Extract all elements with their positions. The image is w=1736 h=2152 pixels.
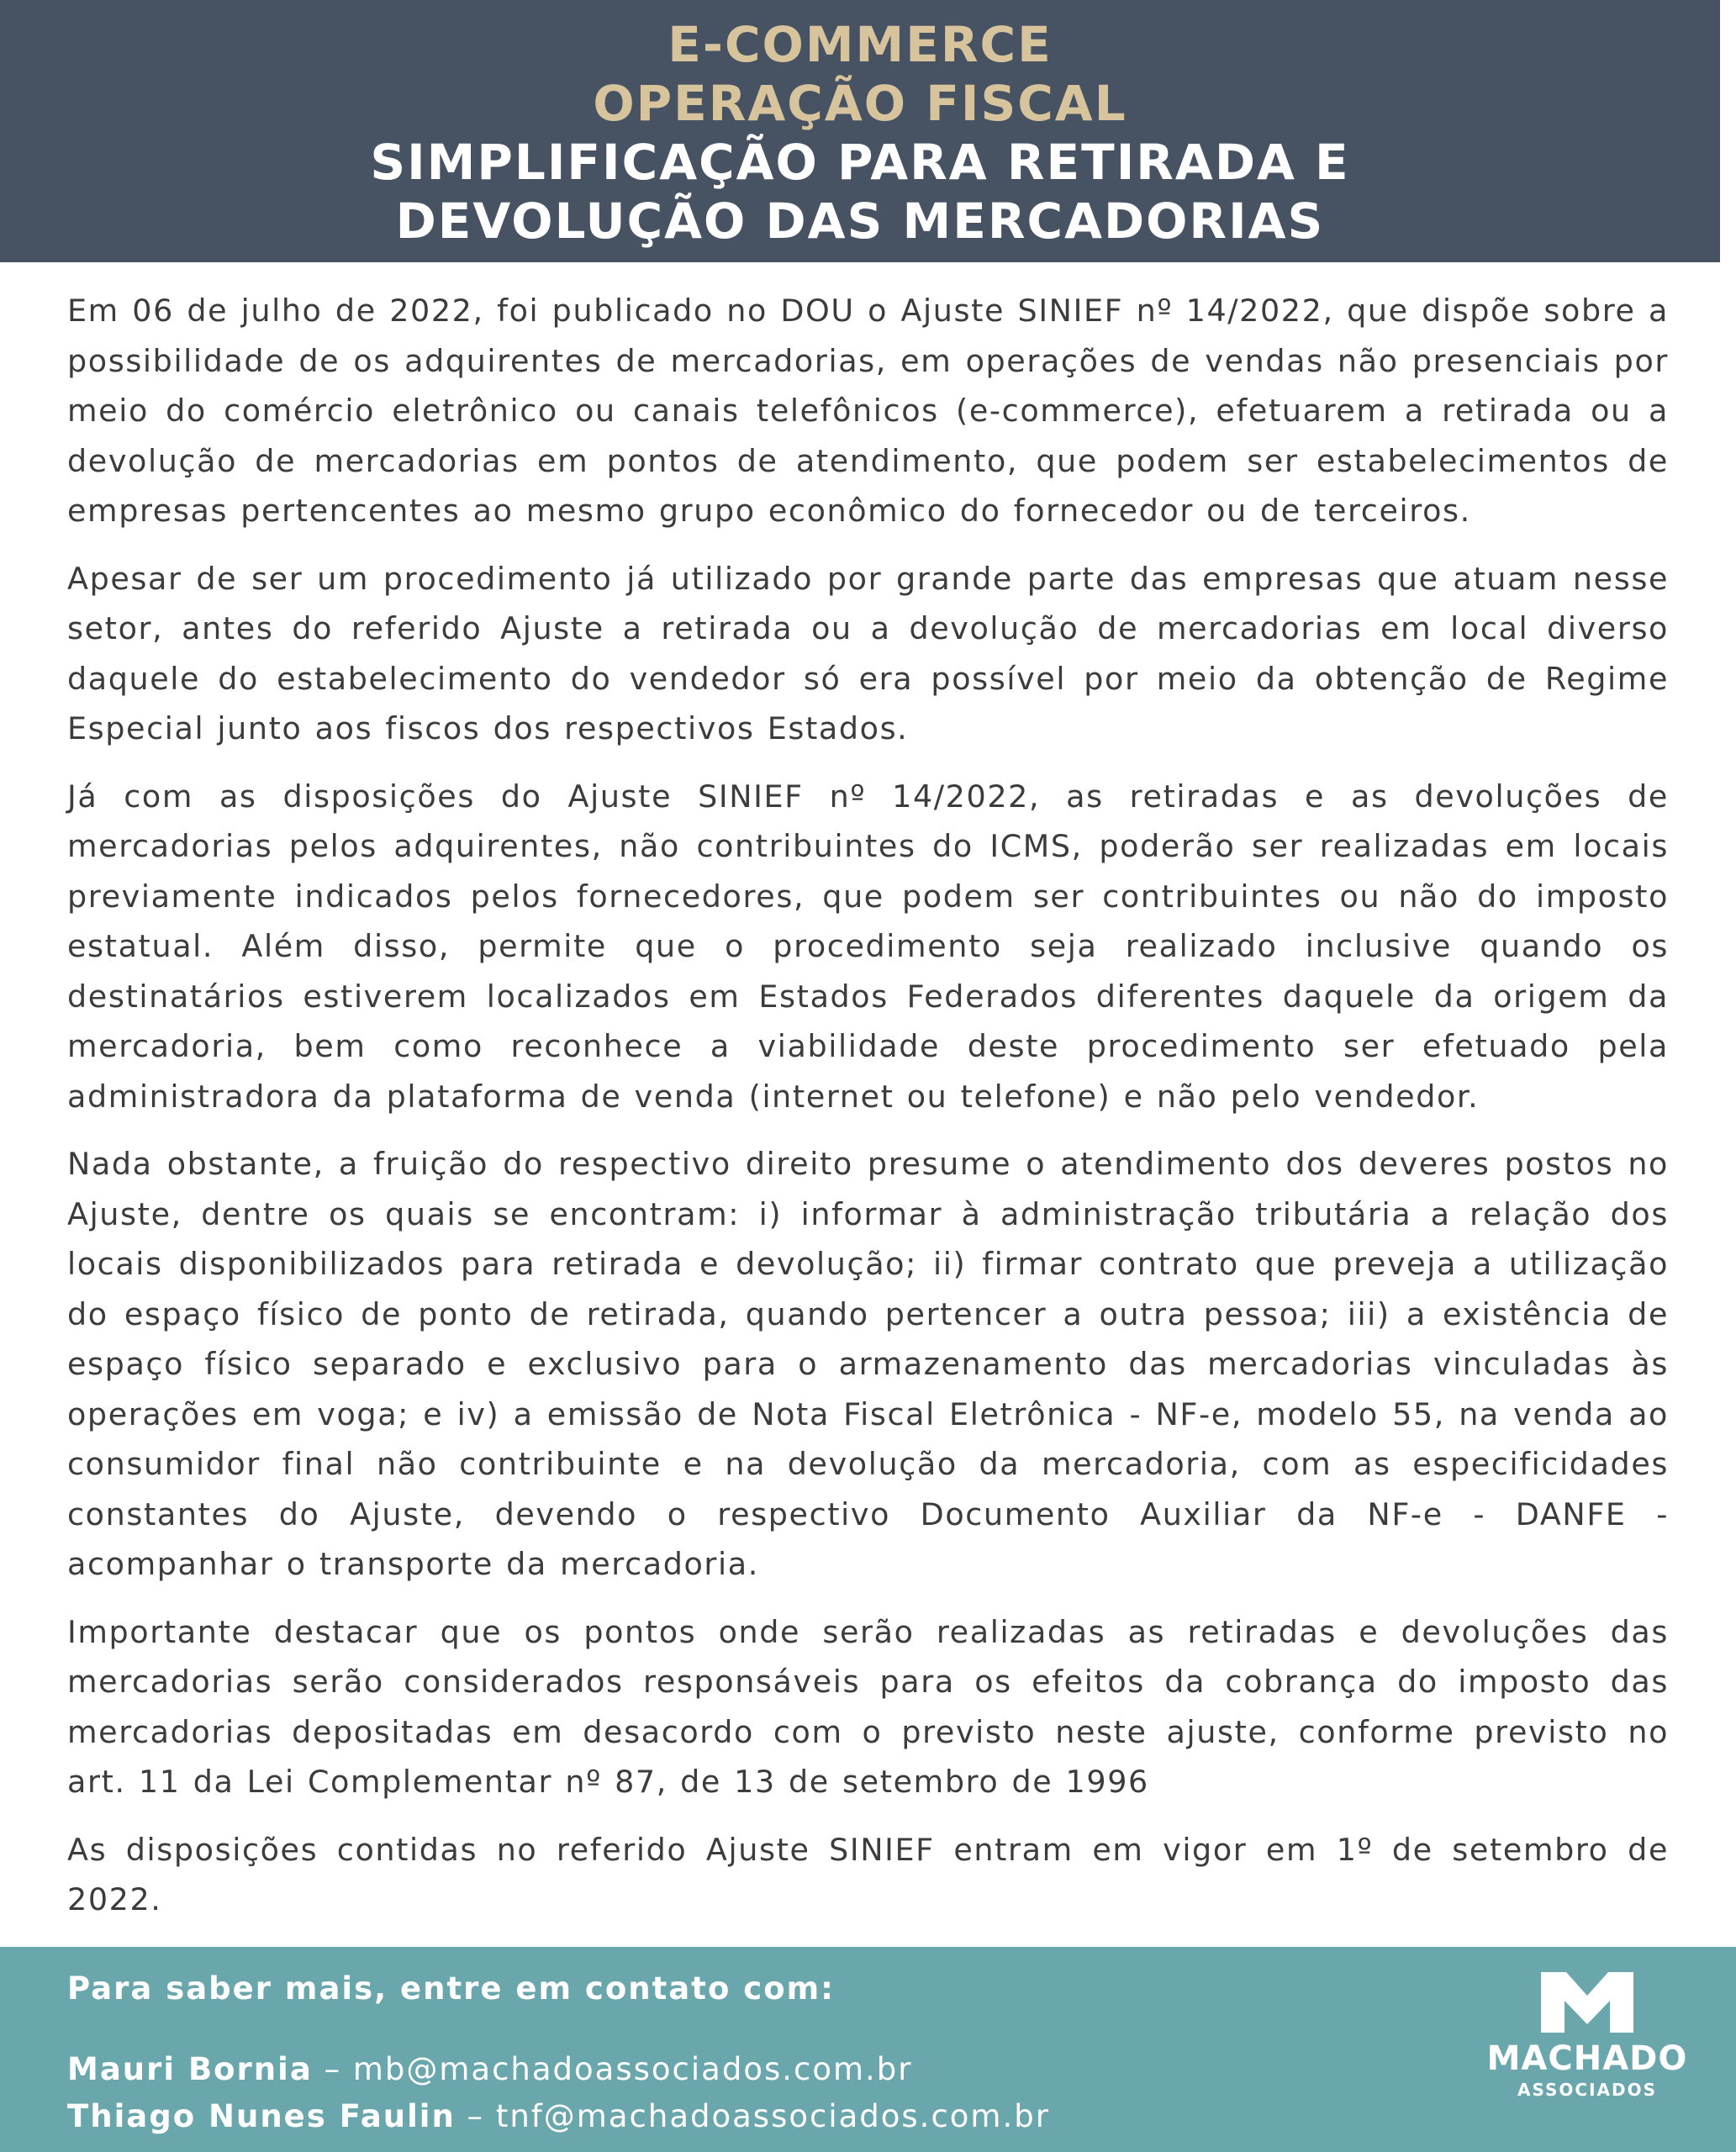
article-body <box>67 286 1669 1943</box>
paragraph-4: Nada obstante, a fruição do respectivo direito presume o atendimento dos deveres postos no Ajuste, dentre os quais se encontram: i) informar à administração tributária a relação dos locais disponibilizados para retirada e devolução; ii) firmar contrato que preveja a utilização do espaço físico de ponto de retirada, quando pertencer a outra pessoa; iii) a existência de espaço físico separado e exclusivo para o armazenamento das mercadorias vinculadas às operações em voga; e iv) a emissão de Nota Fiscal Eletrônica - NF-e, modelo 55, na venda ao consumidor final não contribuinte e na devolução da mercadoria, com as especificidades constantes do Ajuste, devendo o respectivo Documento Auxiliar da NF-e - DANFE - acompanhar o transporte da mercadoria. <box>67 1146 1669 1582</box>
contact-call-to-action: Para saber mais, entre em contato com: <box>67 1970 835 2007</box>
contact-mauri-bornia <box>67 2051 912 2087</box>
contact-footer <box>0 1947 1736 2152</box>
document-header <box>0 0 1720 262</box>
header-subtitle-line-1: SIMPLIFICAÇÃO PARA RETIRADA E <box>370 134 1350 191</box>
contact-email-link[interactable]: tnf@machadoassociados.com.br <box>495 2098 1050 2134</box>
contact-email-link[interactable]: mb@machadoassociados.com.br <box>352 2051 913 2087</box>
header-subtitle-line-2: DEVOLUÇÃO DAS MERCADORIAS <box>395 193 1325 250</box>
contact-thiago-nunes-faulin <box>67 2098 1050 2134</box>
paragraph-5: Importante destacar que os pontos onde serão realizadas as retiradas e devoluções das mercadorias serão considerados responsáveis para os efeitos da cobrança do imposto das mercadorias depositadas em desacordo com o previsto neste ajuste, conforme previsto no art. 11 da Lei Complementar nº 87, de 13 de setembro de 1996 <box>67 1613 1669 1800</box>
contact-separator: – <box>312 2051 353 2087</box>
machado-associados-logo <box>1486 1972 1688 2140</box>
paragraph-1: Em 06 de julho de 2022, foi publicado no DOU o Ajuste SINIEF nº 14/2022, que dispõe sobre a possibilidade de os adquirentes de mercadorias, em operações de vendas não presenciais por meio do comércio eletrônico ou canais telefônicos (e-commerce), efetuarem a retirada ou a devolução de mercadorias em pontos de atendimento, que podem ser estabelecimentos de empresas pertencentes ao mesmo grupo econômico do fornecedor ou de terceiros. <box>67 293 1669 529</box>
header-title-ecommerce: E-COMMERCE <box>667 16 1053 73</box>
paragraph-3: Já com as disposições do Ajuste SINIEF nº 14/2022, as retiradas e as devoluções de mercadorias pelos adquirentes, não contribuintes do ICMS, poderão ser realizadas em locais previamente indicados pelos fornecedores, que podem ser contribuintes ou não do imposto estatual. Além disso, permite que o procedimento seja realizado inclusive quando os destinatários estiverem localizados em Estados Federados diferentes daquele da origem da mercadoria, bem como reconhece a viabilidade deste procedimento ser efetuado pela administradora da plataforma de venda (internet ou telefone) e não pelo vendedor. <box>67 778 1669 1115</box>
paragraph-2: Apesar de ser um procedimento já utilizado por grande parte das empresas que atuam nesse setor, antes do referido Ajuste a retirada ou a devolução de mercadorias em local diverso daquele do estabelecimento do vendedor só era possível por meio da obtenção de Regime Especial junto aos fiscos dos respectivos Estados. <box>67 560 1669 746</box>
contact-separator: – <box>455 2098 496 2134</box>
contact-name: Mauri Bornia <box>67 2051 313 2087</box>
logo-brand-text: MACHADO <box>1486 2039 1688 2078</box>
header-title-operacao-fiscal: OPERAÇÃO FISCAL <box>593 75 1127 132</box>
paragraph-6: As disposições contidas no referido Ajuste SINIEF entram em vigor em 1º de setembro de 2022. <box>67 1831 1669 1917</box>
logo-sub-text: ASSOCIADOS <box>1517 2080 1657 2100</box>
contact-name: Thiago Nunes Faulin <box>67 2098 456 2134</box>
machado-m-logo-icon <box>1541 1972 1633 2033</box>
